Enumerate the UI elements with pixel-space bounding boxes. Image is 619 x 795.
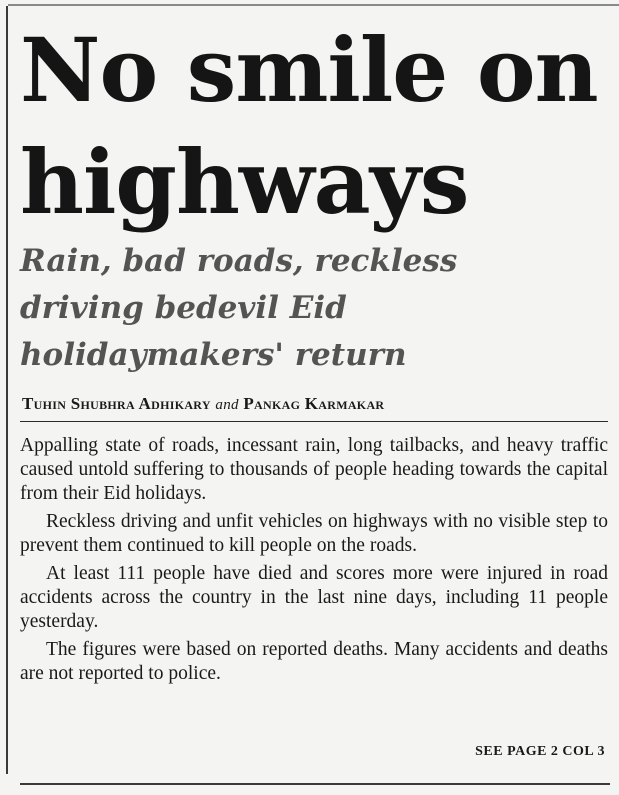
headline — [20, 14, 615, 238]
byline-rule — [20, 421, 608, 422]
article-paragraph: Appalling state of roads, incessant rain, long tailbacks, and heavy traffic caused untold suffering to thousands of people heading towards the capital from their Eid holidays. — [20, 435, 608, 504]
continuation-note[interactable]: SEE PAGE 2 COL 3 — [475, 744, 605, 759]
byline — [22, 394, 606, 414]
subheadline-line: Rain, bad roads, reckless — [20, 243, 458, 279]
byline-conjunction: and — [215, 397, 239, 413]
headline-line: No smile on — [20, 18, 598, 122]
top-rule — [8, 4, 619, 6]
byline-author: Tuhin Shubhra Adhikary — [22, 394, 211, 413]
subheadline — [20, 238, 615, 379]
byline-author: Pankag Karmakar — [243, 394, 385, 413]
subheadline-line: driving bedevil Eid — [20, 290, 347, 326]
article-paragraph: At least 111 people have died and scores more were injured in road accidents across the country in the last nine days, including 11 people yesterday. — [20, 563, 608, 632]
article-paragraph: The figures were based on reported deaths. Many accidents and deaths are not reported to police. — [20, 639, 608, 684]
article-paragraph: Reckless driving and unfit vehicles on highways with no visible step to prevent them continued to kill people on the roads. — [20, 511, 608, 556]
article-body — [20, 434, 608, 690]
headline-line: highways — [20, 130, 469, 234]
bottom-rule — [20, 783, 610, 785]
left-rule — [6, 6, 8, 774]
subheadline-line: holidaymakers' return — [20, 337, 407, 373]
